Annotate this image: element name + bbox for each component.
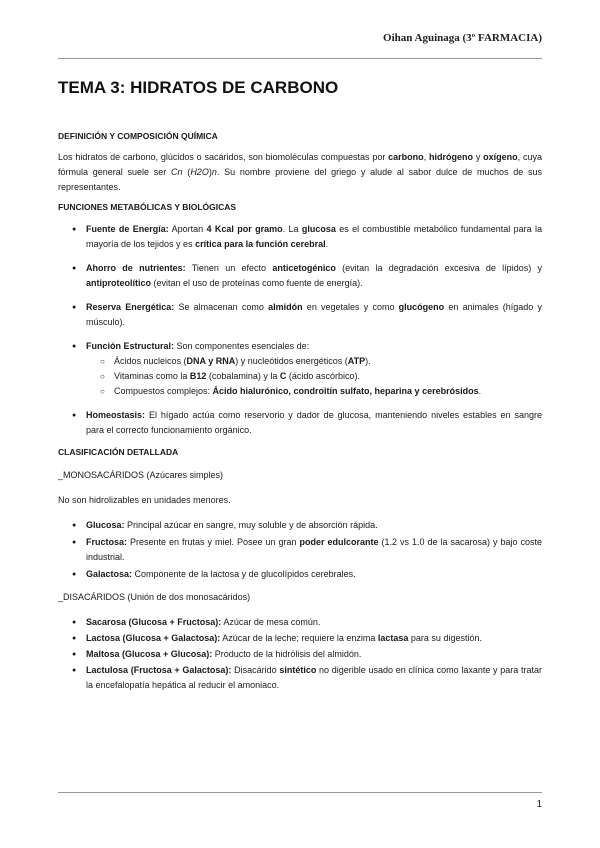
page-title: TEMA 3: HIDRATOS DE CARBONO — [58, 78, 339, 97]
subsection-monosacaridos: _MONOSACÁRIDOS (Azúcares simples) — [58, 470, 224, 480]
sublist-item-acidos: ○ Ácidos nucleicos (DNA y RNA) y nucleótidos energéticos (ATP). — [114, 354, 542, 369]
list-item-fructosa: ● Fructosa: Presente en frutas y miel. Posee un gran poder edulcorante (1.2 vs 1.0 de la sacarosa) y bajo coste industrial. — [86, 535, 542, 565]
header-rule — [58, 58, 542, 59]
list-item-reserva: ● Reserva Energética: Se almacenan como almidón en vegetales y como glucógeno en animales (hígado y músculo). — [86, 300, 542, 330]
list-item-maltosa: ● Maltosa (Glucosa + Glucosa): Producto de la hidrólisis del almidón. — [86, 647, 542, 662]
list-item-estructural: ● Función Estructural: Son componentes esenciales de: ○ Ácidos nucleicos (DNA y RNA) y nucleótidos energéticos (ATP). ○ Vitaminas como la B12 (cobalamina) y la C (ácido ascórbico). ○ Compuestos complejos: Ácido hialurónico, condroitín sulfato, heparina y cerebrósidos. — [86, 339, 542, 399]
estructural-sublist — [86, 354, 542, 399]
list-item-lactulosa: ● Lactulosa (Fructosa + Galactosa): Disacárido sintético no digerible usado en clínica como laxante y para tratar la encefalopatía hepática al reducir el amoniaco. — [86, 663, 542, 693]
page-number: 1 — [536, 799, 542, 810]
section-heading-funciones: FUNCIONES METABÓLICAS Y BIOLÓGICAS — [58, 202, 237, 212]
funciones-list — [58, 222, 542, 438]
list-item-energia: ● Fuente de Energía: Aportan 4 Kcal por gramo. La glucosa es el combustible metabólico fundamental para la mayoría de los tejidos y es crítica para la función cerebral. — [86, 222, 542, 252]
list-item-glucosa: ● Glucosa: Principal azúcar en sangre, muy soluble y de absorción rápida. — [86, 518, 542, 533]
list-item-ahorro: ● Ahorro de nutrientes: Tienen un efecto anticetogénico (evitan la degradación excesiva de lípidos) y antiproteolítico (evitan el uso de proteínas como fuente de energía). — [86, 261, 542, 291]
section-heading-definicion: DEFINICIÓN Y COMPOSICIÓN QUÍMICA — [58, 131, 218, 141]
list-item-galactosa: ● Galactosa: Componente de la lactosa y de glucolípidos cerebrales. — [86, 567, 542, 582]
page-content — [58, 78, 542, 693]
section-heading-clasificacion: CLASIFICACIÓN DETALLADA — [58, 447, 179, 457]
list-item-lactosa: ● Lactosa (Glucosa + Galactosa): Azúcar de la leche; requiere la enzima lactasa para su digestión. — [86, 631, 542, 646]
definicion-paragraph: Los hidratos de carbono, glúcidos o sacáridos, son biomoléculas compuestas por carbono, hidrógeno y oxígeno, cuya fórmula general suele ser Cn (H2O)n. Su nombre proviene del griego y alude al sabor dulce de muchos de sus representantes. — [58, 152, 542, 192]
monosacaridos-list — [58, 518, 542, 582]
sublist-item-compuestos: ○ Compuestos complejos: Ácido hialurónico, condroitín sulfato, heparina y cerebrósidos. — [114, 384, 542, 399]
list-item-sacarosa: ● Sacarosa (Glucosa + Fructosa): Azúcar de mesa común. — [86, 615, 542, 630]
footer-rule — [58, 792, 542, 793]
list-item-homeostasis: ● Homeostasis: El hígado actúa como reservorio y dador de glucosa, manteniendo niveles estables en sangre para el correcto funcionamiento orgánico. — [86, 408, 542, 438]
monosacaridos-intro: No son hidrolizables en unidades menores. — [58, 495, 231, 505]
subsection-disacaridos: _DISACÁRIDOS (Unión de dos monosacáridos) — [58, 592, 251, 602]
sublist-item-vitaminas: ○ Vitaminas como la B12 (cobalamina) y la C (ácido ascórbico). — [114, 369, 542, 384]
header-author: Oihan Aguinaga (3º FARMACIA) — [383, 32, 542, 44]
disacaridos-list — [58, 615, 542, 693]
